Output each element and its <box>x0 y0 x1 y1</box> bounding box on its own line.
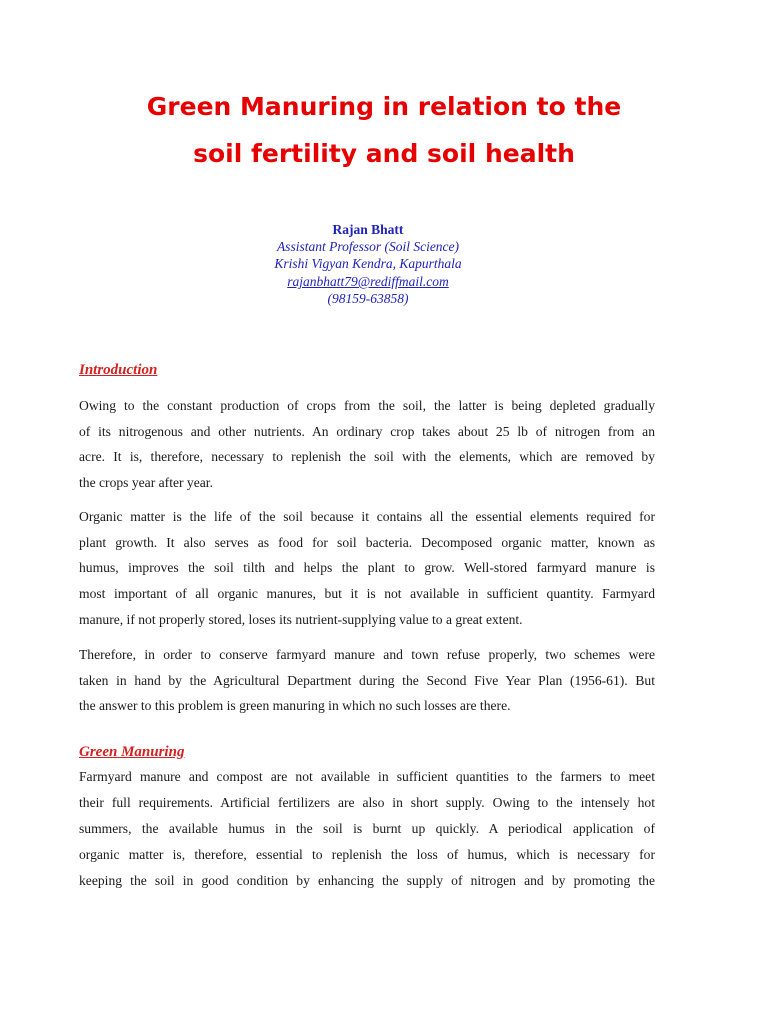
paragraph-line: humus, improves the soil tilth and helps the plant to grow. Well-stored farmyard manure is <box>79 560 655 575</box>
paragraph-line: Owing to the constant production of crops from the soil, the latter is being depleted gradually <box>79 398 655 413</box>
paragraph-line: the answer to this problem is green manuring in which no such losses are there. <box>79 698 511 713</box>
paragraph-line: Farmyard manure and compost are not available in sufficient quantities to the farmers to meet <box>79 769 655 784</box>
paragraph-line: acre. It is, therefore, necessary to replenish the soil with the elements, which are removed by <box>79 449 655 464</box>
document-title-line-1: Green Manuring in relation to the <box>146 92 622 121</box>
paragraph-line: of its nitrogenous and other nutrients. An ordinary crop takes about 25 lb of nitrogen from an <box>79 424 655 439</box>
paragraph-line: manure, if not properly stored, loses its nutrient-supplying value to a great extent. <box>79 612 523 627</box>
paragraph-line: keeping the soil in good condition by enhancing the supply of nitrogen and by promoting the <box>79 873 655 888</box>
paragraph-line: most important of all organic manures, but it is not available in sufficient quantity. Farmyard <box>79 586 655 601</box>
section-heading-introduction: Introduction <box>79 362 158 378</box>
author-position: Assistant Professor (Soil Science) <box>276 239 460 254</box>
author-organization: Krishi Vigyan Kendra, Kapurthala <box>274 256 462 271</box>
paragraph-line: taken in hand by the Agricultural Department during the Second Five Year Plan (1956-61). But <box>79 673 655 688</box>
section-heading-green-manuring: Green Manuring <box>79 744 185 760</box>
author-phone: (98159-63858) <box>327 291 409 306</box>
paragraph-line: plant growth. It also serves as food for soil bacteria. Decomposed organic matter, known as <box>79 535 655 550</box>
paragraph-line: organic matter is, therefore, essential to replenish the loss of humus, which is necessary for <box>79 847 655 862</box>
paragraph-line: summers, the available humus in the soil is burnt up quickly. A periodical application of <box>79 821 655 836</box>
author-name: Rajan Bhatt <box>332 222 404 237</box>
author-email-link[interactable]: rajanbhatt79@rediffmail.com <box>287 274 449 289</box>
paragraph-line: the crops year after year. <box>79 475 213 490</box>
document-title-line-2: soil fertility and soil health <box>193 139 575 168</box>
paragraph-line: Organic matter is the life of the soil because it contains all the essential elements required for <box>79 509 655 524</box>
paragraph-line: their full requirements. Artificial fertilizers are also in short supply. Owing to the intensely hot <box>79 795 655 810</box>
paragraph-line: Therefore, in order to conserve farmyard manure and town refuse properly, two schemes were <box>79 647 655 662</box>
